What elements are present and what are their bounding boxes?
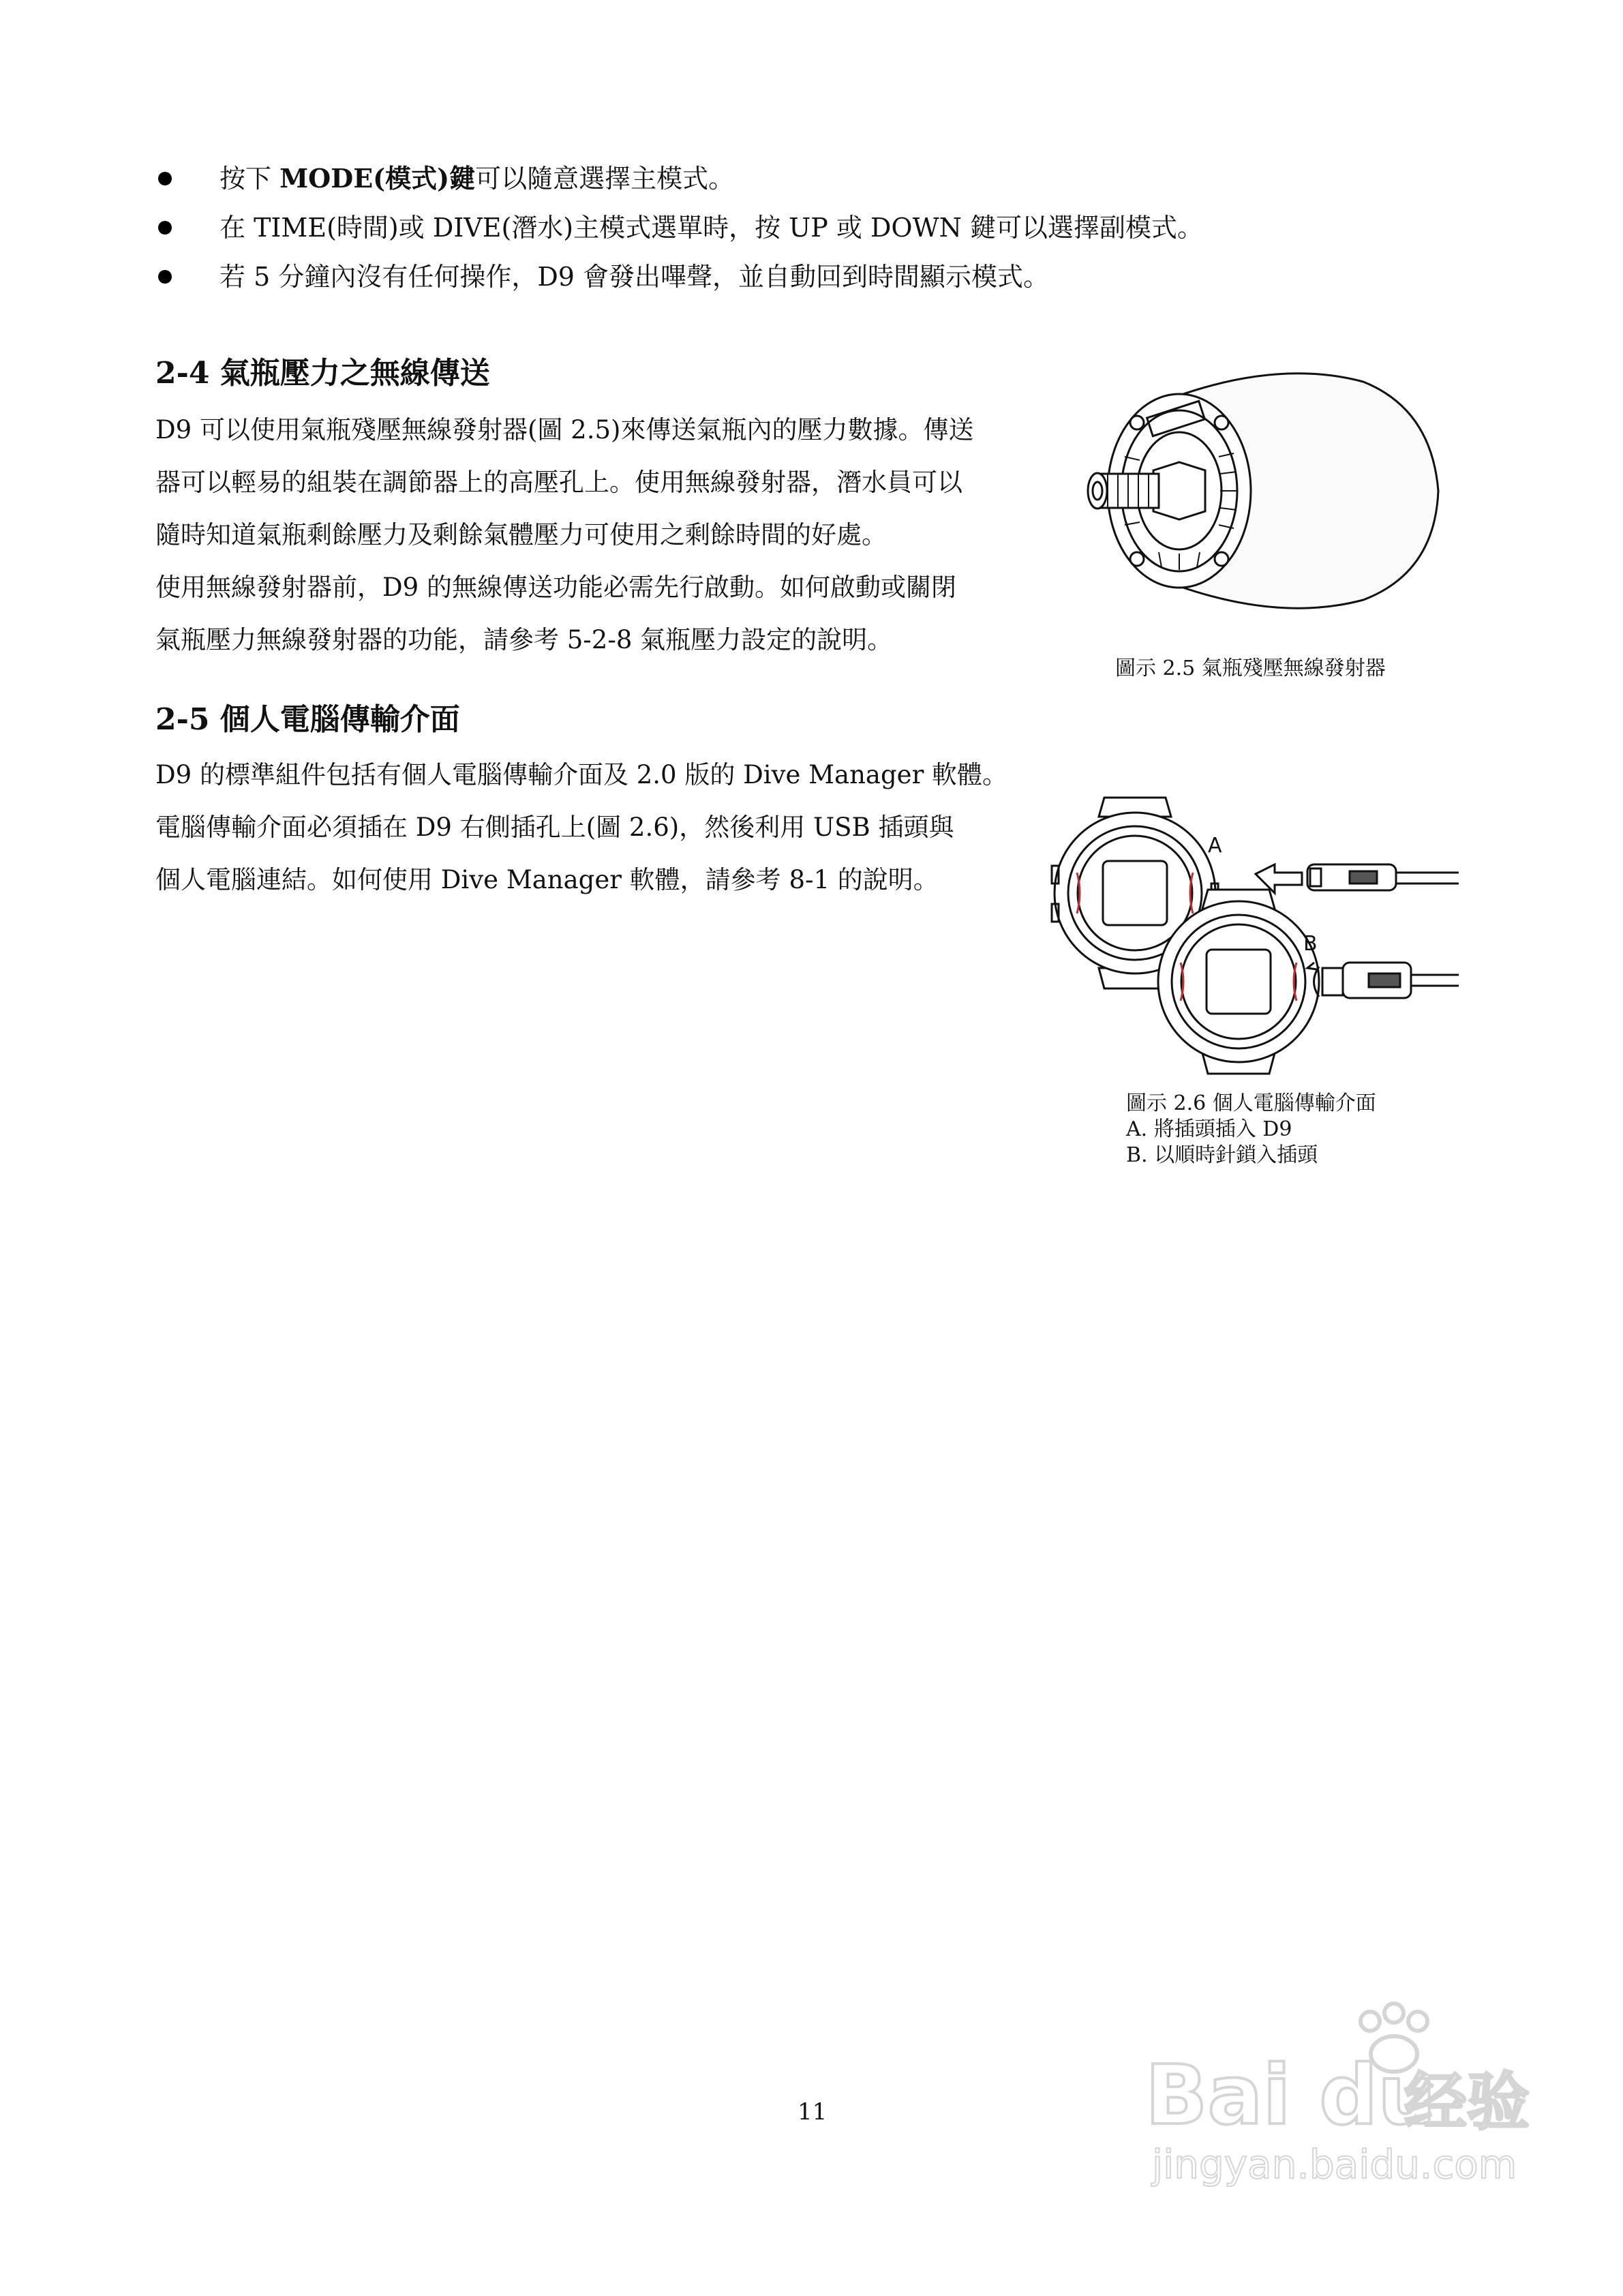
body-line: 氣瓶壓力無線發射器的功能，請參考 5-2-8 氣瓶壓力設定的說明。 bbox=[155, 625, 893, 654]
figure-label-a: A bbox=[1208, 834, 1222, 858]
bullet-text-0-2: 可以隨意選擇主模式。 bbox=[475, 164, 735, 194]
body-line: 使用無線發射器前，D9 的無線傳送功能必需先行啟動。如何啟動或關閉 bbox=[155, 573, 956, 602]
bullet-item bbox=[155, 158, 1451, 207]
section-2-4-heading: 2-4 氣瓶壓力之無線傳送 bbox=[155, 356, 490, 391]
figure-2-5-caption: 圖示 2.5 氣瓶殘壓無線發射器 bbox=[1115, 656, 1386, 680]
baidu-watermark-logo bbox=[1138, 1994, 1547, 2199]
bullet-dot bbox=[158, 221, 172, 235]
bullet-text-2-0: 若 5 分鐘內沒有任何操作，D9 會發出嗶聲，並自動回到時間顯示模式。 bbox=[219, 262, 1050, 292]
section-2-4-body bbox=[155, 404, 1055, 666]
caption-line: B. 以順時針鎖入插頭 bbox=[1126, 1143, 1318, 1167]
page-number: 11 bbox=[798, 2098, 828, 2126]
body-line: D9 可以使用氣瓶殘壓無線發射器(圖 2.5)來傳送氣瓶內的壓力數據。傳送 bbox=[155, 415, 974, 444]
body-line: 電腦傳輸介面必須插在 D9 右側插孔上(圖 2.6)，然後利用 USB 插頭與 bbox=[155, 813, 954, 842]
bullet-text-1-0: 在 TIME(時間)或 DIVE(潛水)主模式選單時，按 UP 或 DOWN 鍵可以選擇副模式。 bbox=[219, 213, 1203, 243]
bullet-dot bbox=[158, 172, 172, 185]
caption-line: A. 將插頭插入 D9 bbox=[1126, 1117, 1292, 1141]
body-line: 器可以輕易的組裝在調節器上的高壓孔上。使用無線發射器，潛水員可以 bbox=[155, 468, 962, 497]
figure-label-b: B bbox=[1303, 932, 1318, 956]
body-line: 個人電腦連結。如何使用 Dive Manager 軟體，請參考 8-1 的說明。 bbox=[155, 865, 939, 894]
bullet-text-0-1: MODE(模式)鍵 bbox=[279, 163, 476, 194]
svg-text:Bai du: Bai du bbox=[1145, 2049, 1436, 2143]
caption-line: 圖示 2.6 個人電腦傳輸介面 bbox=[1126, 1091, 1376, 1115]
bullet-text-0-0: 按下 bbox=[219, 164, 280, 194]
pc-interface-illustration bbox=[1050, 784, 1459, 1077]
bullet-dot bbox=[158, 270, 172, 284]
section-2-5-heading: 2-5 個人電腦傳輸介面 bbox=[155, 702, 460, 737]
body-line: 隨時知道氣瓶剩餘壓力及剩餘氣體壓力可使用之剩餘時間的好處。 bbox=[155, 520, 887, 549]
bullet-item bbox=[155, 207, 1451, 256]
bullet-list bbox=[155, 158, 1451, 305]
body-line: D9 的標準組件包括有個人電腦傳輸介面及 2.0 版的 Dive Manager 軟體。 bbox=[155, 760, 1008, 789]
section-2-5-body bbox=[155, 749, 1069, 906]
figure-2-6-caption bbox=[1126, 1091, 1376, 1168]
svg-text:jingyan.baidu.com: jingyan.baidu.com bbox=[1152, 2141, 1517, 2188]
transmitter-illustration bbox=[1077, 354, 1459, 627]
svg-text:经验: 经验 bbox=[1404, 2066, 1530, 2139]
bullet-item bbox=[155, 256, 1451, 305]
